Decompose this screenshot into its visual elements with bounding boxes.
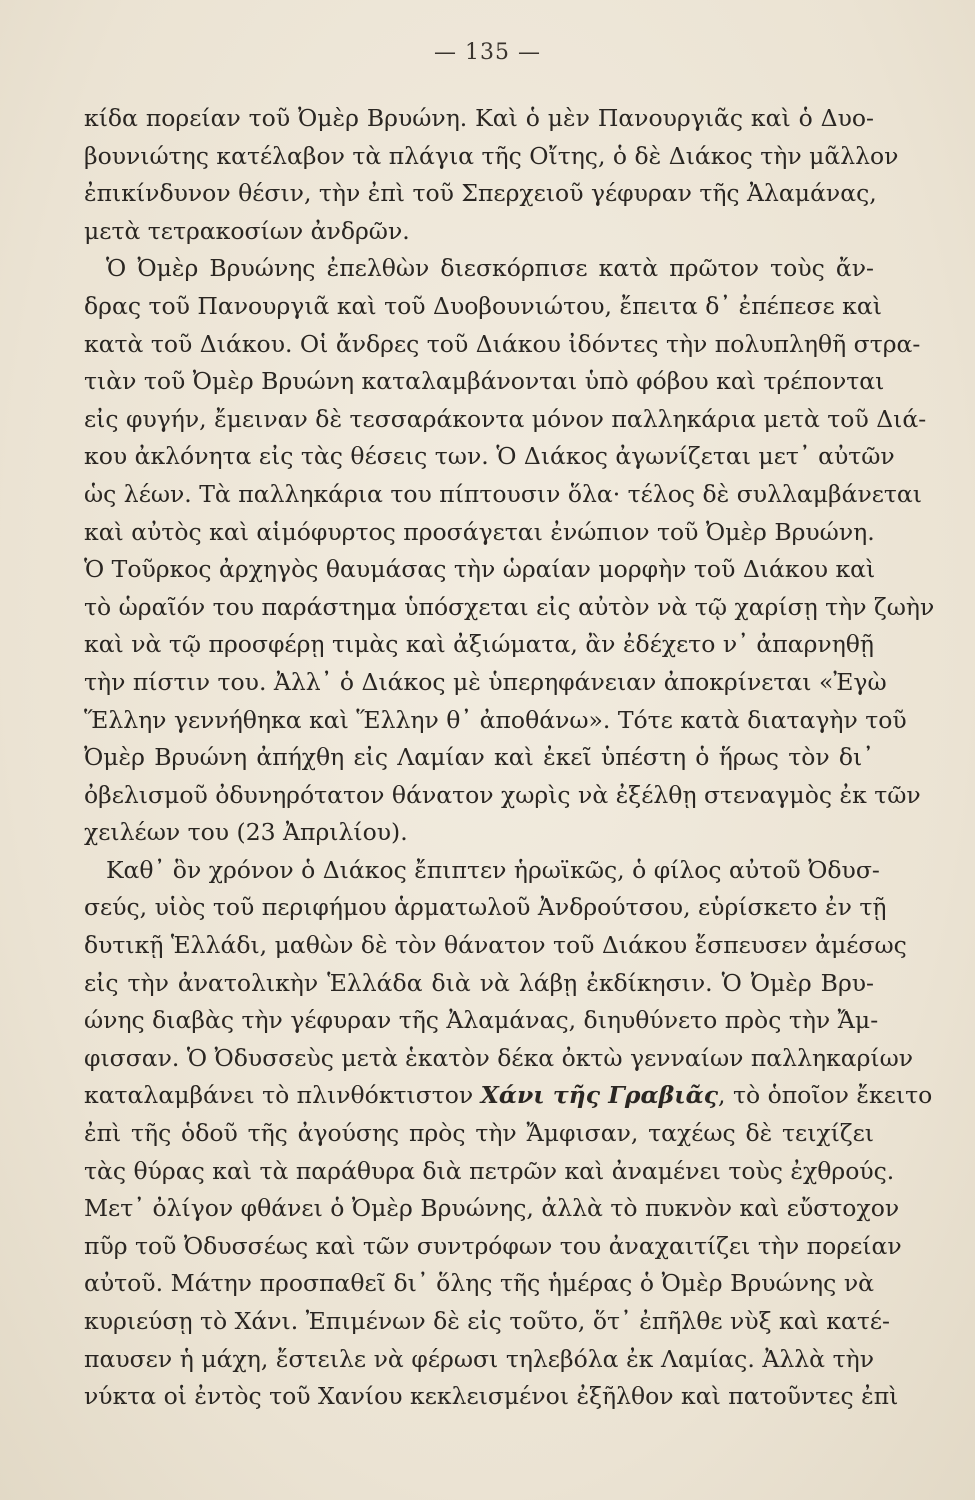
text-line: πῦρ τοῦ Ὀδυσσέως καὶ τῶν συντρόφων του ἀναχαιτίζει τὴν πορείαν: [84, 1231, 902, 1260]
text-line: εἰς τὴν ἀνατολικὴν Ἑλλάδα διὰ νὰ λάβῃ ἐκδίκησιν. Ὁ Ὀμὲρ Βρυ-: [84, 968, 874, 997]
text-line: εἰς φυγήν, ἔμειναν δὲ τεσσαράκοντα μόνον παλληκάρια μετὰ τοῦ Διά-: [84, 404, 927, 433]
body-text: [84, 100, 935, 1416]
text-line: καὶ αὐτὸς καὶ αἱμόφυρτος προσάγεται ἐνώπιον τοῦ Ὀμὲρ Βρυώνη.: [84, 517, 875, 546]
text-line: Ὀμὲρ Βρυώνη ἀπήχθη εἰς Λαμίαν καὶ ἐκεῖ ὑπέστη ὁ ἥρως τὸν δι᾽: [84, 743, 874, 772]
text-line: ώνης διαβὰς τὴν γέφυραν τῆς Ἀλαμάνας, διηυθύνετο πρὸς τὴν Ἄμ-: [84, 1006, 879, 1035]
text-line: τὸ ὡραῖόν του παράστημα ὑπόσχεται εἰς αὐτὸν νὰ τῷ χαρίσῃ τὴν ζωὴν: [84, 592, 935, 621]
text-line: τὰς θύρας καὶ τὰ παράθυρα διὰ πετρῶν καὶ ἀναμένει τοὺς ἐχθρούς.: [84, 1156, 895, 1185]
text-segment: , τὸ ὁποῖον ἔκειτο: [718, 1081, 933, 1110]
page-number: — 135 —: [434, 40, 541, 65]
text-line: Καθ᾽ ὃν χρόνον ὁ Διάκος ἔπιπτεν ἡρωϊκῶς, ὁ φίλος αὐτοῦ Ὀδυσ-: [106, 855, 880, 884]
text-line: κυριεύσῃ τὸ Χάνι. Ἐπιμένων δὲ εἰς τοῦτο, ὅτ᾽ ἐπῆλθε νὺξ καὶ κατέ-: [84, 1307, 890, 1335]
text-line: ἐπὶ τῆς ὁδοῦ τῆς ἀγούσης πρὸς τὴν Ἄμφισαν, ταχέως δὲ τειχίζει: [84, 1119, 874, 1148]
text-line: κίδα πορείαν τοῦ Ὀμὲρ Βρυώνη. Καὶ ὁ μὲν Πανουργιᾶς καὶ ὁ Δυο-: [84, 104, 874, 132]
text-line: Ἕλλην γεννήθηκα καὶ Ἕλλην θ᾽ ἀποθάνω». Τότε κατὰ διαταγὴν τοῦ: [84, 705, 907, 734]
text-line: βουνιώτης κατέλαβον τὰ πλάγια τῆς Οἴτης, ὁ δὲ Διάκος τὴν μᾶλλον: [84, 141, 899, 170]
text-line: καὶ νὰ τῷ προσφέρῃ τιμὰς καὶ ἀξιώματα, ἂν ἐδέχετο ν᾽ ἀπαρνηθῇ: [84, 630, 875, 659]
text-line: Μετ᾽ ὀλίγον φθάνει ὁ Ὀμὲρ Βρυώνης, ἀλλὰ τὸ πυκνὸν καὶ εὔστοχον: [84, 1194, 900, 1223]
text-line: ὡς λέων. Τὰ παλληκάρια του πίπτουσιν ὅλα· τέλος δὲ συλλαμβάνεται: [84, 479, 923, 508]
text-segment: καταλαμβάνει τὸ πλινθόκτιστον: [84, 1081, 481, 1110]
text-line: Ὁ Τοῦρκος ἀρχηγὸς θαυμάσας τὴν ὡραίαν μορφὴν τοῦ Διάκου καὶ: [84, 555, 876, 584]
text-line: τὴν πίστιν του. Ἀλλ᾽ ὁ Διάκος μὲ ὑπερηφάνειαν ἀποκρίνεται «Ἐγὼ: [84, 667, 887, 696]
text-line: κατὰ τοῦ Διάκου. Οἱ ἄνδρες τοῦ Διάκου ἰδόντες τὴν πολυπληθῆ στρα-: [84, 329, 921, 358]
text-line: δυτικῇ Ἑλλάδι, μαθὼν δὲ τὸν θάνατον τοῦ Διάκου ἔσπευσεν ἀμέσως: [84, 931, 907, 960]
text-line: σεύς, υἱὸς τοῦ περιφήμου ἁρματωλοῦ Ἀνδρούτσου, εὑρίσκετο ἐν τῇ: [84, 893, 887, 922]
text-line: χειλέων του (23 Ἀπριλίου).: [84, 818, 408, 847]
text-line: παυσεν ἡ μάχη, ἔστειλε νὰ φέρωσι τηλεβόλα ἐκ Λαμίας. Ἀλλὰ τὴν: [84, 1344, 874, 1373]
text-line: τιὰν τοῦ Ὀμὲρ Βρυώνη καταλαμβάνονται ὑπὸ φόβου καὶ τρέπονται: [84, 367, 885, 396]
text-line: αὐτοῦ. Μάτην προσπαθεῖ δι᾽ ὅλης τῆς ἡμέρας ὁ Ὀμὲρ Βρυώνης νὰ: [84, 1269, 874, 1298]
text-line: Ὁ Ὀμὲρ Βρυώνης ἐπελθὼν διεσκόρπισε κατὰ πρῶτον τοὺς ἄν-: [106, 254, 874, 283]
text-line: νύκτα οἱ ἐντὸς τοῦ Χανίου κεκλεισμένοι ἐξῆλθον καὶ πατοῦντες ἐπὶ: [84, 1382, 899, 1411]
text-line: [84, 1077, 933, 1115]
text-line: κου ἀκλόνητα εἰς τὰς θέσεις των. Ὁ Διάκος ἀγωνίζεται μετ᾽ αὐτῶν: [84, 442, 895, 471]
text-line: ἐπικίνδυνον θέσιν, τὴν ἐπὶ τοῦ Σπερχειοῦ γέφυραν τῆς Ἀλαμάνας,: [84, 179, 877, 208]
emphasized-place-name: Χάνι τῆς Γραβιᾶς: [480, 1081, 719, 1110]
text-line: μετὰ τετρακοσίων ἀνδρῶν.: [84, 216, 410, 245]
text-line: δρας τοῦ Πανουργιᾶ καὶ τοῦ Δυοβουνιώτου, ἔπειτα δ᾽ ἐπέπεσε καὶ: [84, 291, 882, 320]
text-line: ὀβελισμοῦ ὀδυνηρότατον θάνατον χωρὶς νὰ ἐξέλθῃ στεναγμὸς ἐκ τῶν: [84, 780, 921, 809]
text-line: φισσαν. Ὁ Ὀδυσσεὺς μετὰ ἑκατὸν δέκα ὀκτὼ γενναίων παλληκαρίων: [84, 1043, 914, 1072]
